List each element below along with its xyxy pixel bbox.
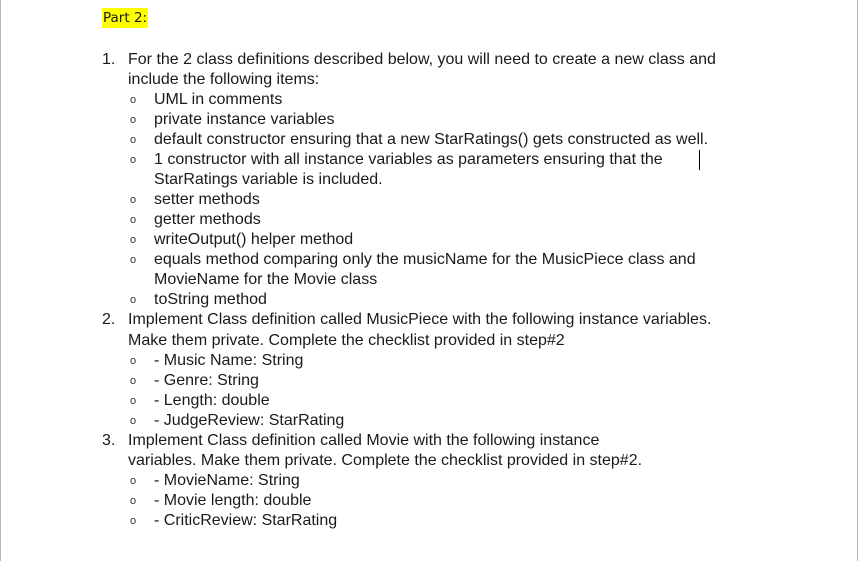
subitem-text: - Genre: String [154,372,259,389]
bullet-icon: o [130,294,137,306]
subitem-text: default constructor ensuring that a new StarRatings() gets constructed as well. [154,131,709,148]
subitem-text: MovieName for the Movie class [154,271,378,288]
bullet-icon: o [130,515,137,527]
subitem-text: setter methods [154,191,260,208]
bullet-icon: o [130,234,137,246]
subitem-text: equals method comparing only the musicName for the MusicPiece class and [154,251,696,268]
subitem-text: - Movie length: double [154,492,312,509]
bullet-icon: o [130,395,137,407]
item-number: 2. [102,311,116,328]
bullet-icon: o [130,254,137,266]
item-text-line: Implement Class definition called Movie with the following instance [128,432,600,449]
bullet-icon: o [130,355,137,367]
bullet-icon: o [130,134,137,146]
subitem-text: - Music Name: String [154,352,304,369]
text-cursor [699,150,700,170]
bullet-icon: o [130,375,137,387]
bullet-icon: o [130,214,137,226]
subitem-text: writeOutput() helper method [154,231,354,248]
bullet-icon: o [130,415,137,427]
item-text-line: Implement Class definition called MusicPiece with the following instance variables. [128,311,712,328]
subitem-text: getter methods [154,211,261,228]
bullet-icon: o [130,194,137,206]
part-heading: Part 2: [103,10,148,26]
item-number: 3. [102,432,116,449]
bullet-icon: o [130,475,137,487]
bullet-icon: o [130,495,137,507]
item-text-line: Make them private. Complete the checklist provided in step#2 [128,332,565,349]
item-text-line: include the following items: [128,71,320,88]
item-number: 1. [102,51,116,68]
subitem-text: - CriticReview: StarRating [154,512,338,529]
subitem-text: private instance variables [154,111,335,128]
subitem-text: - JudgeReview: StarRating [154,412,345,429]
subitem-text: 1 constructor with all instance variables as parameters ensuring that the [154,151,663,168]
subitem-text: StarRatings variable is included. [154,171,383,188]
subitem-text: - MovieName: String [154,472,300,489]
bullet-icon: o [130,94,137,106]
item-text-line: For the 2 class definitions described below, you will need to create a new class and [128,51,716,68]
bullet-icon: o [130,114,137,126]
item-text-line: variables. Make them private. Complete the checklist provided in step#2. [128,452,643,469]
subitem-text: toString method [154,291,267,308]
bullet-icon: o [130,154,137,166]
subitem-text: - Length: double [154,392,270,409]
subitem-text: UML in comments [154,91,283,108]
